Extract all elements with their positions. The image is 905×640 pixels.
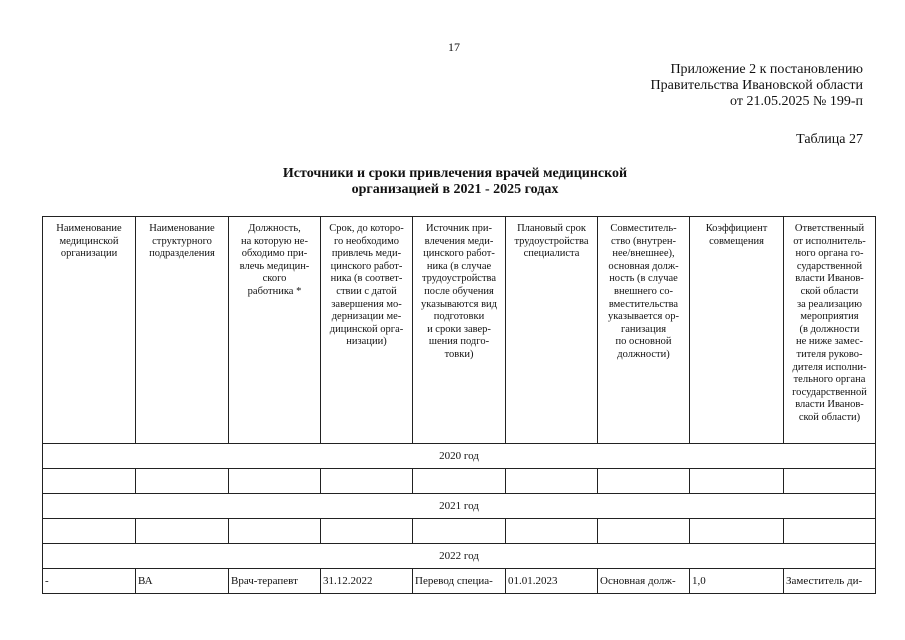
header-line: цинского работ- [423,248,495,260]
year-row-2022 [43,544,876,569]
header-line: работника * [247,285,302,297]
header-line: на которую не- [241,235,308,247]
header-source [413,217,506,444]
title-line-2: организацией в 2021 - 2025 годах [351,182,559,197]
header-medical-organization [43,217,136,444]
cell-organization: - [43,569,136,594]
header-line: дицинской орга- [329,323,404,335]
cell-planned-date: 01.01.2023 [506,569,598,594]
header-deadline [321,217,413,444]
cell-deadline: 31.12.2022 [321,569,413,594]
header-line: после обучения [424,285,494,297]
header-line: трудоустройства [514,235,589,247]
header-line: за реализацию [797,298,862,310]
header-line: ного органа го- [795,248,864,260]
table-label: Таблица 27 [796,132,863,147]
header-line: дителя исполни- [792,361,867,373]
appendix-line-3: от 21.05.2025 № 199-п [730,94,863,109]
header-line: (в должности [799,323,860,335]
header-line: мероприятия [800,311,859,323]
cell-coefficient: 1,0 [690,569,784,594]
header-line: ганизация [620,323,667,335]
table-row [43,569,876,594]
header-line: государственной [792,386,867,398]
header-line: влечения меди- [424,235,494,247]
header-line: тельного органа [793,374,866,386]
header-line: власти Иванов- [795,399,864,411]
header-coefficient [690,217,784,444]
header-line: Срок, до которо- [329,223,404,234]
header-line: ника (в случае [426,260,492,272]
page-number: 17 [448,40,460,54]
year-row-2020 [43,444,876,469]
year-label-2021: 2021 год [43,494,876,519]
header-line: специалиста [523,248,580,260]
header-line: тителя руково- [796,348,863,360]
header-line: Наименование [56,223,122,234]
header-line: Плановый срок [517,223,586,234]
cell-source: Перевод специа- [413,569,506,594]
header-line: подготовки [433,311,485,323]
header-line: Совместитель- [610,223,677,234]
header-line: Наименование [149,223,215,234]
cell-combination: Основная долж- [598,569,690,594]
header-line: должности) [617,348,670,360]
year-label-2022: 2022 год [43,544,876,569]
header-line: цинского работ- [330,260,403,272]
document-title [160,166,750,198]
header-responsible [784,217,876,444]
appendix-line-1: Приложение 2 к постановлению [670,62,863,77]
cell-responsible: Заместитель ди- [784,569,876,594]
header-line: влечь медицин- [239,260,310,272]
header-line: от исполнитель- [793,235,866,247]
appendix-reference [651,62,863,110]
header-line: по основной [615,336,672,348]
year-row-2021 [43,494,876,519]
header-line: Должность, [248,223,301,234]
header-line: товки) [444,348,474,360]
cell-position: Врач-терапевт [229,569,321,594]
header-line: завершения мо- [331,298,402,310]
header-line: Источник при- [426,223,492,234]
header-line: совмещения [709,235,764,247]
header-line: основная долж- [608,260,679,272]
empty-row-2021 [43,519,876,544]
header-position [229,217,321,444]
header-line: медицинской [59,235,119,247]
appendix-line-2: Правительства Ивановской области [650,78,863,93]
header-line: ность (в случае [609,273,678,285]
header-line: ство (внутрен- [610,235,677,247]
header-line: не ниже замес- [795,336,864,348]
header-line: сударственной [796,260,863,272]
header-line: Ответственный [794,223,865,234]
header-line: нее/внешнее), [612,248,675,260]
header-line: организации [60,248,118,260]
header-line: дернизации ме- [331,311,402,323]
header-line: власти Иванов- [795,273,864,285]
header-combination [598,217,690,444]
header-line: привлечь меди- [331,248,402,260]
header-line: указываются вид [421,298,497,310]
header-line: ской области [800,285,859,297]
header-structural-unit [136,217,229,444]
cell-unit: ВА [136,569,229,594]
header-line: низации) [346,336,387,348]
empty-row-2020 [43,469,876,494]
header-line: го необходимо [333,235,400,247]
header-line: вместительства [608,298,679,310]
sources-table [42,216,876,594]
header-line: трудоустройства [421,273,497,285]
header-line: ской области) [798,411,861,423]
header-line: ствии с датой [336,285,397,297]
header-line: и сроки завер- [427,323,491,335]
year-label-2020: 2020 год [43,444,876,469]
header-row [43,217,876,444]
header-planned-date [506,217,598,444]
header-line: шения подго- [428,336,490,348]
header-line: обходимо при- [241,248,308,260]
header-line: указывается ор- [607,311,680,323]
header-line: ского [262,273,287,285]
header-line: структурного [152,235,212,247]
title-line-1: Источники и сроки привлечения врачей медицинской [282,166,628,181]
header-line: подразделения [149,248,215,260]
header-line: ника (в соответ- [330,273,403,285]
header-line: Коэффициент [705,223,768,234]
header-line: внешнего со- [614,285,673,297]
